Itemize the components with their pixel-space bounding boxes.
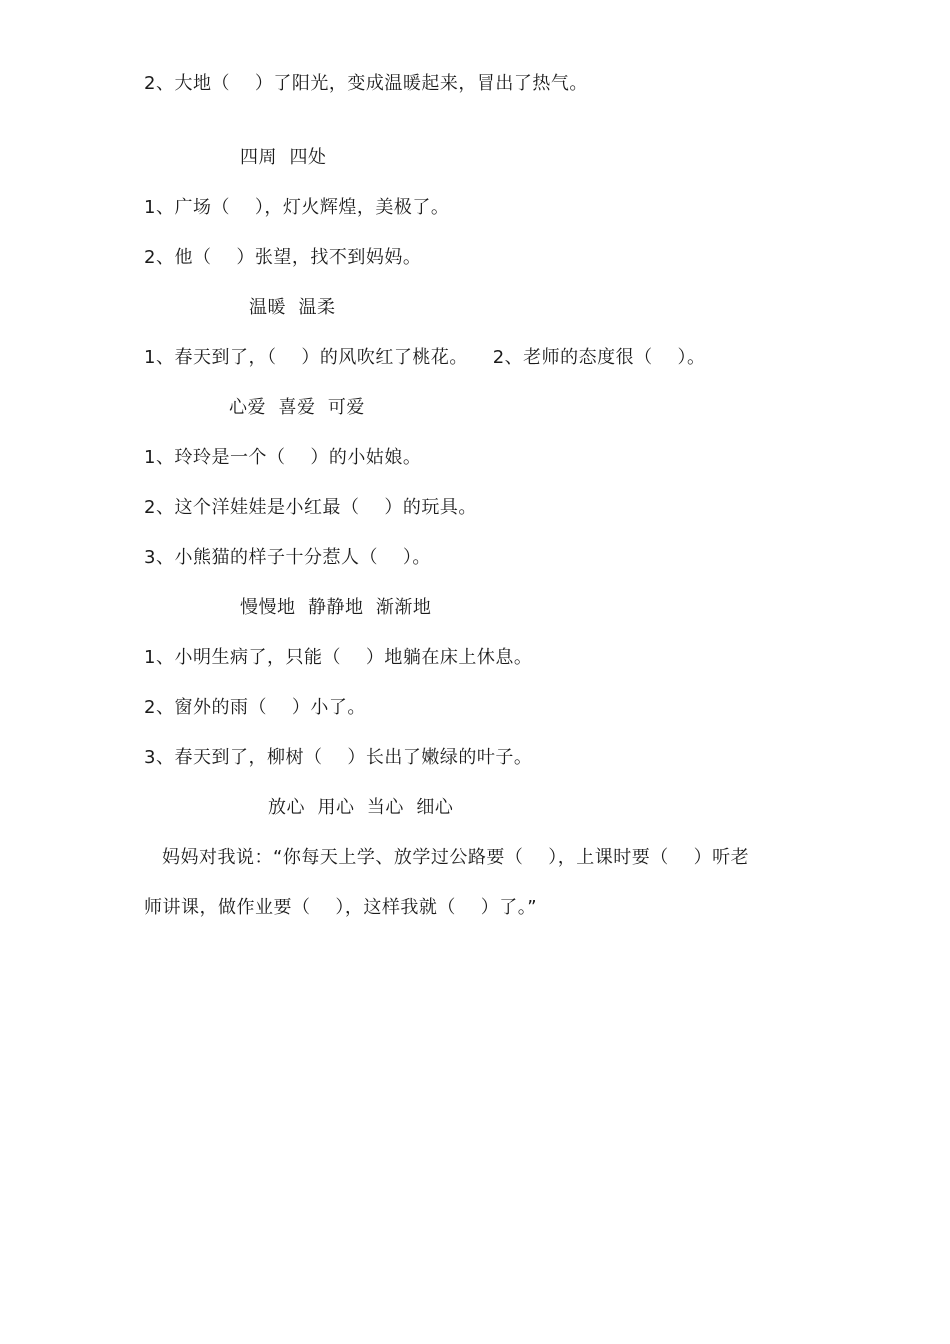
paragraph-mama-line1: 妈妈对我说：“你每天上学、放学过公路要（ ），上课时要（ ）听老 (162, 847, 750, 868)
sentence-guangchang: 1、广场（ ），灯火辉煌，美极了。 (144, 197, 450, 218)
sentence-dadi: 2、大地（ ）了阳光，变成温暖起来，冒出了热气。 (144, 73, 588, 94)
word-options-manmandi: 慢慢地 静静地 渐渐地 (240, 597, 432, 618)
sentence-xiongmao: 3、小熊猫的样子十分惹人（ ）。 (144, 547, 431, 568)
sentence-chuangwai: 2、窗外的雨（ ）小了。 (144, 697, 366, 718)
sentence-lingling: 1、玲玲是一个（ ）的小姑娘。 (144, 447, 422, 468)
paragraph-mama-line2: 师讲课，做作业要（ ），这样我就（ ）了。” (144, 897, 538, 918)
word-options-wennuan: 温暖 温柔 (249, 297, 336, 318)
word-options-xinai: 心爱 喜爱 可爱 (229, 397, 365, 418)
sentence-chuntian-taidu: 1、春天到了，（ ）的风吹红了桃花。 2、老师的态度很（ ）。 (144, 347, 706, 368)
sentence-ta-zhangwang: 2、他（ ）张望，找不到妈妈。 (144, 247, 422, 268)
word-options-fangxin: 放心 用心 当心 细心 (268, 797, 454, 818)
sentence-xiaoming: 1、小明生病了，只能（ ）地躺在床上休息。 (144, 647, 533, 668)
word-options-sizhou: 四周 四处 (240, 147, 327, 168)
sentence-yangwawa: 2、这个洋娃娃是小红最（ ）的玩具。 (144, 497, 477, 518)
sentence-liushu: 3、春天到了，柳树（ ）长出了嫩绿的叶子。 (144, 747, 533, 768)
